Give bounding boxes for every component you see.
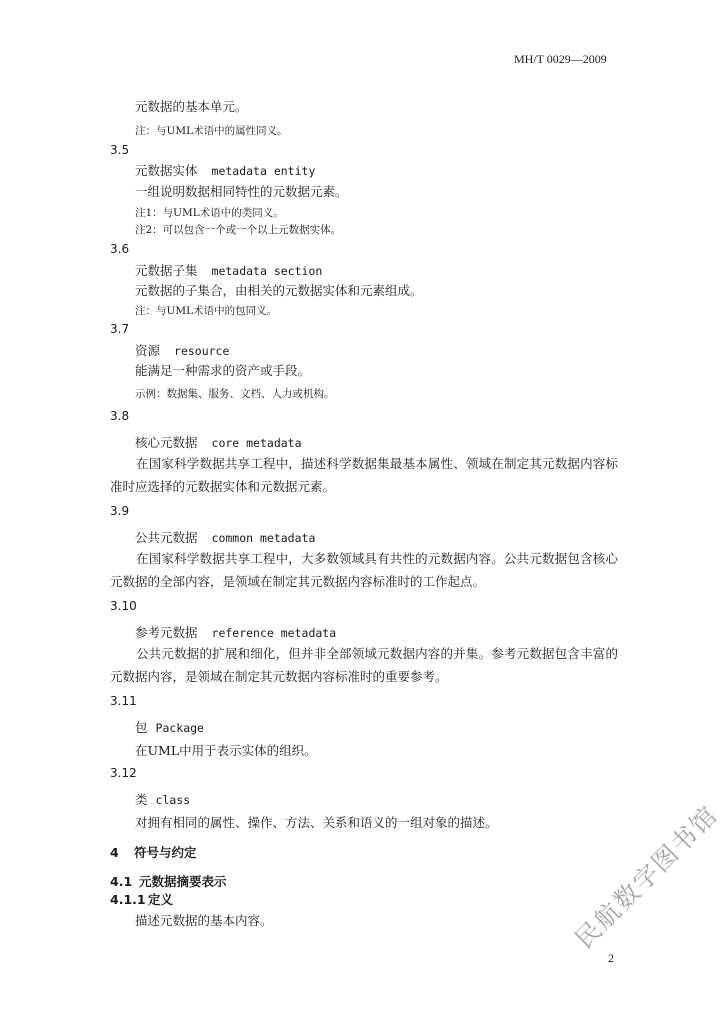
term-cn: 元数据实体 — [135, 163, 198, 178]
term-heading — [135, 623, 336, 641]
example-text: 示例：数据集、服务、文档、人力或机构。 — [135, 388, 335, 400]
term-cn: 类 — [135, 792, 148, 807]
note-text: 注2：可以包含一个或一个以上元数据实体。 — [135, 224, 342, 236]
definition-paragraph — [110, 547, 618, 593]
section-number: 3.9 — [110, 504, 130, 518]
chapter-number: 4 — [110, 845, 119, 860]
term-cn: 资源 — [135, 343, 161, 358]
section-number: 3.10 — [110, 599, 137, 613]
definition-text: 公共元数据的扩展和细化，但并非全部领域元数据内容的并集。参考元数据包含丰富的元数据内容，是领域在制定其元数据内容标准时的重要参考。 — [110, 646, 618, 684]
term-cn: 元数据子集 — [135, 263, 198, 278]
chapter-title: 符号与约定 — [134, 845, 197, 860]
term-heading — [135, 433, 302, 451]
term-heading — [135, 718, 204, 736]
term-cn: 参考元数据 — [135, 625, 198, 640]
definition-text: 对拥有相同的属性、操作、方法、关系和语义的一组对象的描述。 — [135, 815, 498, 830]
subsection-number: 4.1.1 — [110, 892, 146, 907]
note-text: 注：与UML术语中的属性同义。 — [135, 125, 288, 137]
term-heading — [135, 341, 229, 359]
section-number: 3.11 — [110, 694, 137, 708]
definition-text: 在国家科学数据共享工程中，大多数领域具有共性的元数据内容。公共元数据包含核心元数据的全部内容，是领域在制定其元数据内容标准时的工作起点。 — [110, 551, 618, 589]
subsection-title: 定义 — [148, 892, 174, 907]
term-heading — [135, 161, 315, 179]
term-cn: 公共元数据 — [135, 530, 198, 545]
section-title: 元数据摘要表示 — [139, 874, 227, 889]
definition-paragraph — [110, 642, 618, 688]
term-en: metadata section — [211, 264, 323, 278]
term-en: metadata entity — [211, 164, 316, 178]
definition-text: 能满足一种需求的资产或手段。 — [135, 363, 311, 378]
term-cn: 核心元数据 — [135, 435, 198, 450]
section-heading — [110, 872, 227, 890]
term-heading — [135, 528, 315, 546]
term-heading — [135, 790, 190, 808]
section-number: 3.5 — [110, 143, 130, 157]
section-number: 3.8 — [110, 409, 130, 423]
standard-code: MH/T 0029—2009 — [514, 52, 607, 66]
term-heading — [135, 261, 322, 279]
term-en: resource — [174, 344, 230, 358]
definition-paragraph — [110, 452, 618, 498]
library-watermark: 民航数字图书馆 — [569, 799, 724, 955]
section-number: 3.6 — [110, 242, 130, 256]
definition-text: 在国家科学数据共享工程中，描述科学数据集最基本属性、领域在制定其元数据内容标准时应选择的元数据实体和元数据元素。 — [110, 456, 618, 494]
section-number: 3.7 — [110, 322, 130, 336]
term-en: core metadata — [211, 436, 302, 450]
section-number: 3.12 — [110, 766, 137, 780]
definition-text: 一组说明数据相同特性的元数据元素。 — [135, 184, 348, 199]
definition-text: 在UML中用于表示实体的组织。 — [135, 743, 317, 758]
section-number: 4.1 — [110, 874, 133, 889]
definition-text: 描述元数据的基本内容。 — [135, 913, 273, 928]
term-en: Package — [155, 721, 204, 735]
subsection-heading — [110, 890, 173, 908]
chapter-heading — [110, 843, 197, 861]
definition-text: 元数据的基本单元。 — [135, 99, 248, 114]
term-en: class — [155, 793, 191, 807]
page-number: 2 — [608, 951, 614, 965]
note-text: 注：与UML术语中的包同义。 — [135, 305, 278, 317]
term-en: common metadata — [211, 531, 316, 545]
definition-text: 元数据的子集合，由相关的元数据实体和元素组成。 — [135, 283, 423, 298]
note-text: 注1：与UML术语中的类同义。 — [135, 207, 284, 219]
term-cn: 包 — [135, 720, 148, 735]
term-en: reference metadata — [211, 626, 337, 640]
